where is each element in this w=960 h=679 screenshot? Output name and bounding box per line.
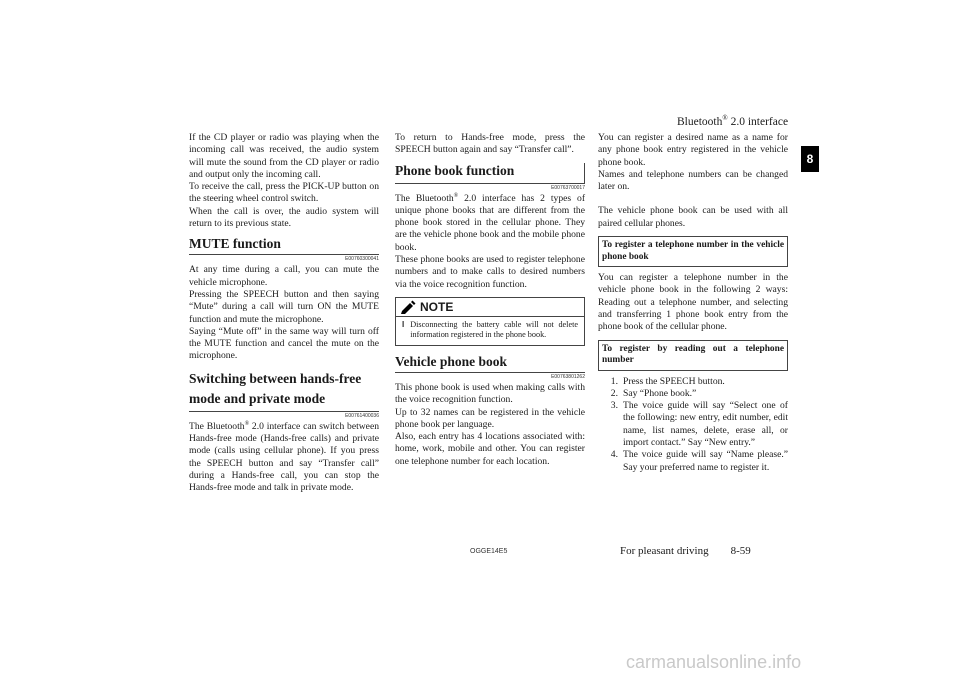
paragraph: The Bluetooth® 2.0 interface has 2 types of unique phone books that are different from the phone book stored in the cellular phone. They are the vehicle phone book and the mobile phone book. xyxy=(395,192,586,253)
subheading-register-number: To register a telephone number in the vehicle phone book xyxy=(598,236,788,267)
paragraph: If the CD player or radio was playing when the incoming call was received, the audio system will mute the sound from the CD player or radio and output only the incoming call. xyxy=(189,132,379,180)
paragraph: These phone books are used to register telephone numbers and to make calls to desired numbers via the voice recognition function. xyxy=(395,254,585,290)
list-item: 2. Say “Phone book.” xyxy=(610,387,697,399)
section-code: E00763700017 xyxy=(551,184,585,191)
subheading-read-out-number: To register by reading out a telephone number xyxy=(598,340,788,371)
paragraph: At any time during a call, you can mute the vehicle microphone. xyxy=(189,264,379,288)
paragraph: Names and telephone numbers can be changed later on. xyxy=(598,168,788,193)
steps-list xyxy=(598,376,788,474)
column-left xyxy=(189,132,379,495)
footer-code: OGGE14E5 xyxy=(470,548,508,555)
footer-section-name: For pleasant driving xyxy=(620,545,709,557)
note-header xyxy=(396,298,584,317)
list-item: 4. The voice guide will say “Name please.” Say your preferred name to register it. xyxy=(610,449,788,473)
paragraph: Also, each entry has 4 locations associated with: home, work, mobile and other. You can register one telephone number for each location. xyxy=(395,431,585,467)
note-text: Disconnecting the battery cable will not delete information registered in the phone book. xyxy=(410,319,578,340)
list-item: 3. The voice guide will say “Select one of the following: new entry, edit number, edit name, list names, delete, erase all, or import contact.” Say “New entry.” xyxy=(610,400,788,449)
list-item: 1. Press the SPEECH button. xyxy=(610,375,725,387)
heading-vehicle-phone-book: Vehicle phone book xyxy=(395,354,585,373)
section-code: E00763801262 xyxy=(551,373,585,380)
paragraph: Up to 32 names can be registered in the vehicle phone book per language. xyxy=(395,406,585,430)
paragraph: The vehicle phone book can be used with all paired cellular phones. xyxy=(598,205,788,229)
section-tab: 8 xyxy=(801,146,819,172)
paragraph: When the call is over, the audio system will return to its previous state. xyxy=(189,205,379,230)
paragraph: Pressing the SPEECH button and then saying “Mute” during a call will turn ON the MUTE function and mute the microphone. xyxy=(189,288,379,325)
section-code: E00760300041 xyxy=(345,256,379,263)
paragraph: To return to Hands-free mode, press the SPEECH button again and say “Transfer call”. xyxy=(395,132,585,156)
paragraph: To receive the call, press the PICK-UP button on the steering wheel control switch. xyxy=(189,181,379,205)
paragraph: The Bluetooth® 2.0 interface can switch between Hands-free mode (Hands-free calls) and private mode (calls using cellular phone). If you press the SPEECH button and say “Transfer call” during a Hands-free call, you can stop the Hands-free mode and talk in private mode. xyxy=(189,420,380,494)
page-header-title: Bluetooth® 2.0 interface xyxy=(677,114,789,128)
paragraph: Saying “Mute off” in the same way will turn off the MUTE function and cancel the mute on the microphone. xyxy=(189,325,379,362)
page-number: 8-59 xyxy=(730,545,751,557)
heading-switching-modes: Switching between hands-free mode and private mode xyxy=(189,369,379,412)
note-box xyxy=(395,297,585,346)
column-middle xyxy=(395,132,585,468)
paragraph: You can register a desired name as a name for any phone book entry registered in the vehicle phone book. xyxy=(598,132,788,168)
paragraph: This phone book is used when making calls with the voice recognition function. xyxy=(395,381,585,406)
paragraph: You can register a telephone number in the vehicle phone book in the following 2 ways: Reading out a telephone number, and selecting and transferring 1 phone book entry from the phone book of the cellular phone. xyxy=(598,272,788,333)
pencil-icon xyxy=(400,300,416,314)
footer-section xyxy=(620,545,751,557)
section-code: E00761400036 xyxy=(345,412,379,419)
heading-mute-function: MUTE function xyxy=(189,236,379,255)
heading-phone-book-function: Phone book function xyxy=(395,163,585,184)
bullet-icon: l xyxy=(402,319,405,329)
column-right xyxy=(598,132,788,474)
watermark: carmanualsonline.info xyxy=(626,652,802,672)
note-label: NOTE xyxy=(420,299,454,314)
note-body xyxy=(396,317,584,341)
